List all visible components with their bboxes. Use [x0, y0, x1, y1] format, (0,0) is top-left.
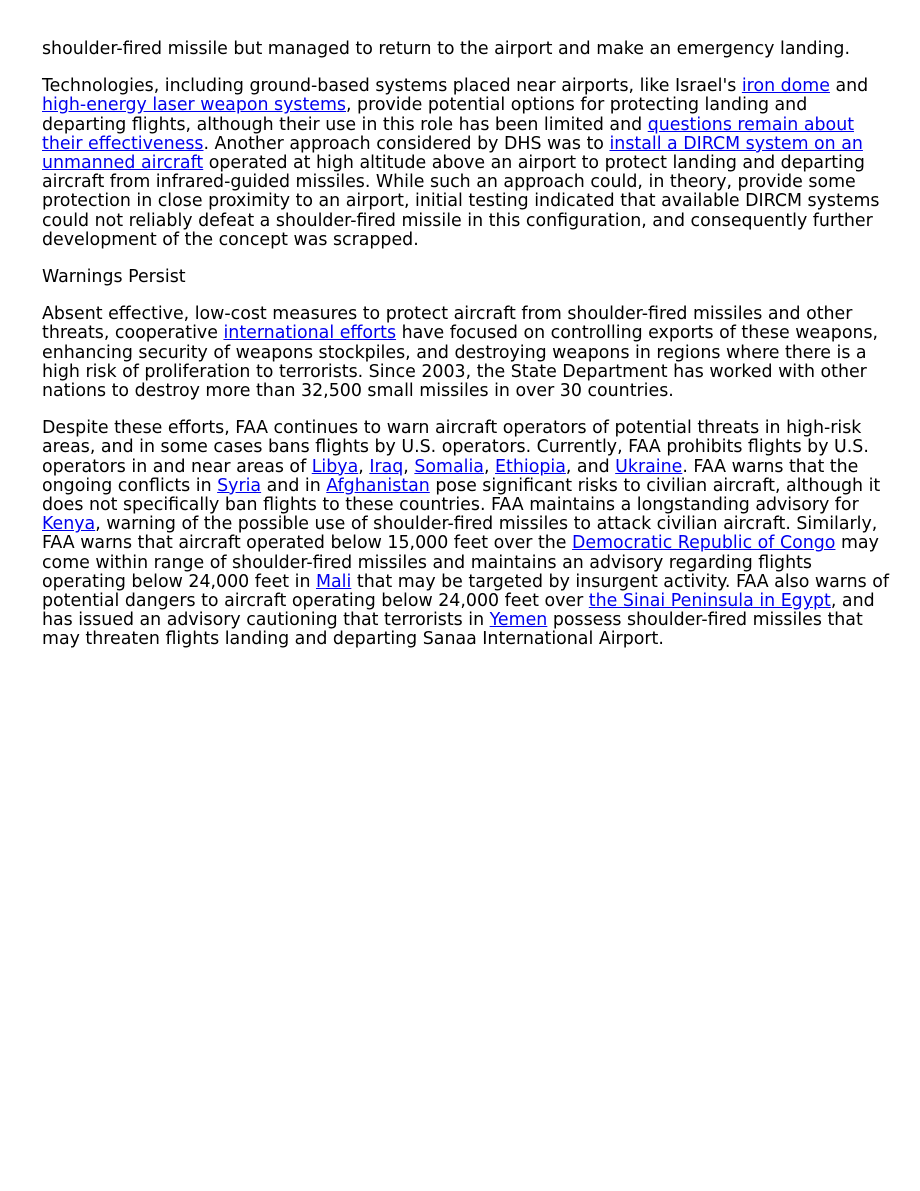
link-syria[interactable]: Syria	[217, 475, 262, 496]
text-run: ,	[358, 456, 370, 477]
text-run: pose significant risks to civilian aircraft, although it does not specifically ban flights to these countries. FAA maintains a longstanding advisory for	[42, 475, 881, 516]
link-questions-remain-about-their-effectiveness[interactable]: questions remain about their effectiveness	[42, 114, 855, 154]
text-run: Warnings Persist	[42, 267, 186, 288]
text-run: ,	[403, 456, 415, 477]
text-run: possess shoulder-fired missiles that may threaten flights landing and departing Sanaa International Airport.	[42, 610, 863, 650]
paragraph-p2	[42, 77, 892, 250]
link-ethiopia[interactable]: Ethiopia	[495, 456, 566, 477]
text-run: shoulder-fired missile but managed to return to the airport and make an emergency landing.	[42, 39, 850, 59]
text-run: that may be targeted by insurgent activity. FAA also warns of potential dangers to aircraft operating below 24,000 feet over	[42, 571, 889, 612]
text-run: and	[829, 76, 869, 97]
article-body	[42, 40, 892, 668]
text-run: , warning of the possible use of shoulder-fired missiles to attack civilian aircraft. Similarly, FAA warns that aircraft operated below 15,000 feet over the	[42, 514, 878, 554]
link-somalia[interactable]: Somalia	[414, 456, 484, 477]
link-yemen[interactable]: Yemen	[489, 610, 548, 631]
link-mali[interactable]: Mali	[316, 571, 352, 592]
text-run: , and	[565, 456, 616, 477]
paragraph-p3	[42, 305, 892, 401]
text-run: , and has issued an advisory cautioning that terrorists in	[42, 591, 875, 631]
text-run: ,	[483, 456, 496, 477]
link-high-energy-laser-weapon-systems[interactable]: high-energy laser weapon systems	[42, 95, 346, 116]
link-install-a-dircm-system-on-an-unmanned-aircraft[interactable]: install a DIRCM system on an unmanned aircraft	[42, 133, 863, 174]
link-international-efforts[interactable]: international efforts	[223, 323, 397, 344]
text-run: and in	[261, 475, 327, 496]
text-run: . FAA warns that the ongoing conflicts in	[42, 456, 859, 496]
text-run: Absent effective, low-cost measures to protect aircraft from shoulder-fired missiles and other threats, cooperative	[42, 304, 853, 344]
link-afghanistan[interactable]: Afghanistan	[326, 475, 430, 496]
link-democratic-republic-of-congo[interactable]: Democratic Republic of Congo	[572, 533, 836, 554]
text-run: have focused on controlling exports of these weapons, enhancing security of weapons stockpiles, and destroying weapons in regions where there is a high risk of proliferation to terrorists. Since 2003, the State Department has worked with other nations to destroy more than 32,500 small missiles in over 30 countries.	[42, 323, 879, 402]
paragraph-p4	[42, 419, 892, 649]
link-kenya[interactable]: Kenya	[42, 514, 96, 535]
link-the-sinai-peninsula-in-egypt[interactable]: the Sinai Peninsula in Egypt	[588, 591, 831, 612]
section-heading	[42, 268, 892, 287]
text-run: Despite these efforts, FAA continues to warn aircraft operators of potential threats in high-risk areas, and in some cases bans flights by U.S. operators. Currently, FAA prohibits flights by U.S. operators in and near areas of	[42, 418, 869, 477]
text-run: may come within range of shoulder-fired missiles and maintains an advisory regarding flights operating below 24,000 feet in	[42, 533, 879, 592]
link-iraq[interactable]: Iraq	[369, 456, 404, 477]
text-run: Technologies, including ground-based systems placed near airports, like Israel's	[42, 76, 742, 97]
link-ukraine[interactable]: Ukraine	[615, 456, 683, 477]
link-libya[interactable]: Libya	[311, 456, 359, 477]
text-run: operated at high altitude above an airport to protect landing and departing aircraft from infrared-guided missiles. While such an approach could, in theory, provide some protection in close proximity to an airport, initial testing indicated that available DIRCM systems could not reliably defeat a shoulder-fired missile in this configuration, and consequently further development of the concept was scrapped.	[42, 153, 880, 250]
text-run: , provide potential options for protecting landing and departing flights, although their use in this role has been limited and	[42, 95, 808, 135]
link-iron-dome[interactable]: iron dome	[741, 76, 830, 97]
text-run: . Another approach considered by DHS was to	[203, 133, 610, 154]
paragraph-p1	[42, 40, 892, 59]
